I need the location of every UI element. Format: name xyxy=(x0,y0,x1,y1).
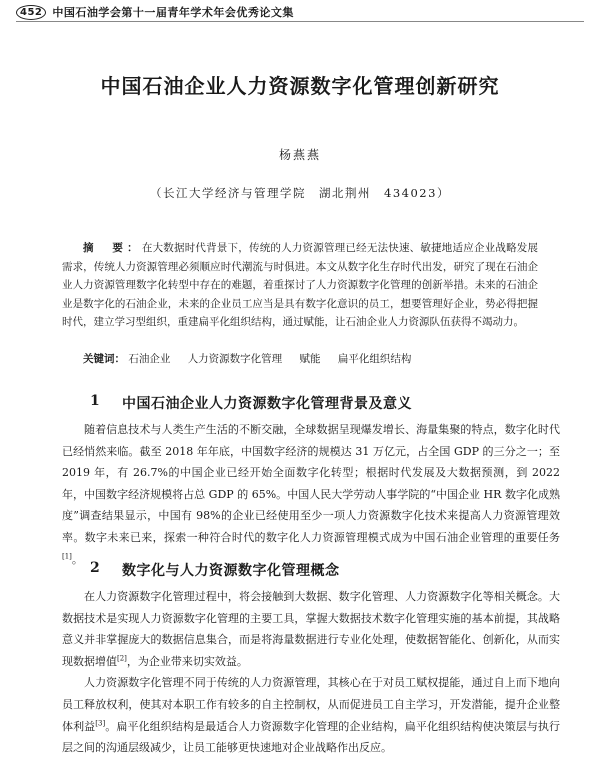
keyword-item: 扁平化组织结构 xyxy=(337,353,412,365)
section-title: 中国石油企业人力资源数字化管理背景及意义 xyxy=(122,396,412,412)
citation: [3] xyxy=(95,718,106,727)
paragraph-text: 随着信息技术与人类生产生活的不断交融，全球数据呈现爆发增长、海量集聚的特点，数字化时代已经悄然来临。截至 2018 年年底，中国数字经济的规模达 31 万亿元，占全国 GDP 的三分之一；至 2019 年，有 26.7%的中国企业已经开始全面数字化转型；根据时代发展及大数据预测，到 2022 年，中国数字经济规模将占总 GDP 的 65%。中国人民大学劳动人事学院的“中国企业 HR 数字化成熟度”调查结果显示，中国有 98%的企业已经使用至少一项人力资源数字化技术来提高人力资源管理效率。数字未来已来，探索一种符合时代的数字化人力资源管理模式成为中国石油企业管理的重要任务 xyxy=(62,423,560,544)
abstract-label: 摘 要： xyxy=(83,242,142,254)
header-rule xyxy=(16,21,584,22)
paragraph xyxy=(62,586,560,672)
paragraph xyxy=(62,419,560,570)
paragraph-tail: ，为企业带来切实效益。 xyxy=(126,654,248,668)
paragraph-text: 人力资源数字化管理不同于传统的人力资源管理，其核心在于对员工赋权提能，通过自上而下地向员工释放权利，使其对本职工作有较多的自主控制权，从而促进员工自主学习，开发潜能，提升企业整体利益 xyxy=(62,676,560,733)
paper-title: 中国石油企业人力资源数字化管理创新研究 xyxy=(100,74,500,98)
keywords xyxy=(62,350,538,368)
paragraph-tail: 。 xyxy=(71,552,83,566)
keyword-item: 赋能 xyxy=(299,353,321,365)
page-number: 452 xyxy=(16,5,46,20)
author-name: 杨燕燕 xyxy=(278,148,321,162)
journal-name: 中国石油学会第十一届青年学术年会优秀论文集 xyxy=(52,6,294,19)
section-2-body xyxy=(62,586,560,759)
section-number: 1 xyxy=(90,393,101,409)
keyword-item: 人力资源数字化管理 xyxy=(187,353,283,365)
section-heading-1 xyxy=(90,393,560,413)
citation: [1] xyxy=(62,551,72,560)
section-number: 2 xyxy=(90,560,101,576)
abstract xyxy=(62,239,538,332)
section-heading-2 xyxy=(90,560,560,580)
abstract-text: 在大数据时代背景下，传统的人力资源管理已经无法快速、敏捷地适应企业战略发展需求，传统人力资源管理必须顺应时代潮流与时俱进。本文从数字化生存时代出发，研究了现在石油企业人力资源管理数字化转型中存在的难题，着重探讨了人力资源数字化管理的创新举措。未来的石油企业是数字化的石油企业，未来的企业员工应当是具有数字化意识的员工，想要管理好企业，势必得把握时代，建立学习型组织，重建扁平化组织结构，通过赋能，让石油企业人力资源队伍获得不竭动力。 xyxy=(62,242,539,328)
paragraph xyxy=(62,672,560,758)
author-affiliation: （长江大学经济与管理学院 湖北荆州 434023） xyxy=(150,186,450,200)
paragraph-tail: 。扁平化组织结构是最适合人力资源数字化管理的企业结构，扁平化组织结构使决策层与执行层之间的沟通层级减少，让员工能够更快速地对企业战略作出反应。 xyxy=(62,719,561,755)
section-title: 数字化与人力资源数字化管理概念 xyxy=(122,563,340,579)
citation: [2] xyxy=(117,654,127,663)
paragraph-text: 在人力资源数字化管理过程中，将会接触到大数据、数字化管理、人力资源数字化等相关概念。大数据技术是实现人力资源数字化管理的主要工具，掌握大数据技术数字化管理实施的基本前提，其战略意义并非掌握庞大的数据信息集合，而是将海量数据进行专业化处理，使数据智能化、创新化，从而实现数据增值 xyxy=(62,590,560,668)
keywords-label: 关键词： xyxy=(83,353,125,365)
running-head xyxy=(16,4,294,20)
section-1-body xyxy=(62,419,560,570)
keyword-item: 石油企业 xyxy=(128,353,171,365)
